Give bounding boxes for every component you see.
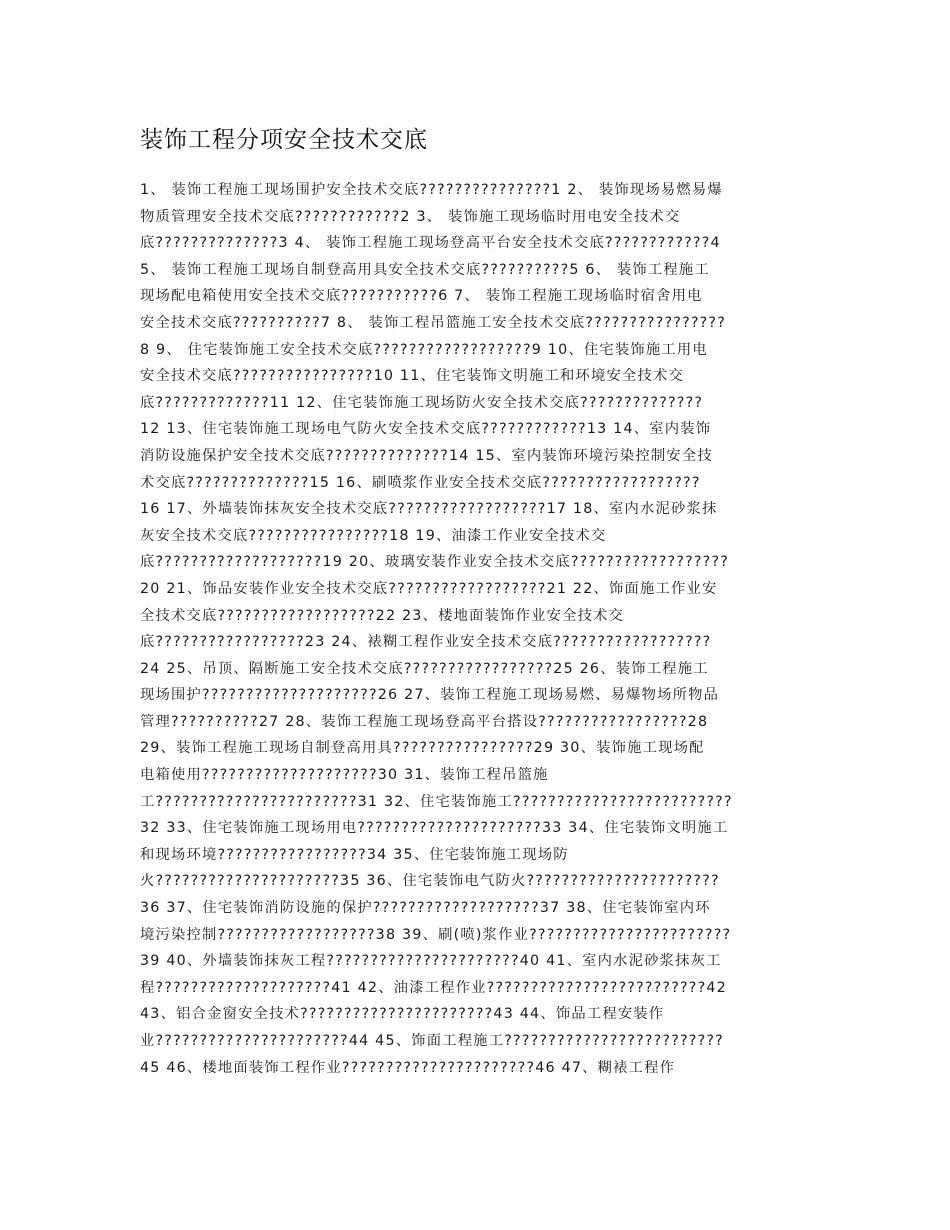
- toc-line: 29、装饰工程施工现场自制登高用具????????????????29 30、装饰施工现场配: [140, 740, 705, 757]
- toc-line: 39 40、外墙装饰抹灰工程??????????????????????40 41、室内水泥砂浆抹灰工: [140, 953, 722, 970]
- toc-line: 业??????????????????????44 45、饰面工程施工?????????????????????????: [140, 1033, 724, 1049]
- toc-line: 现场围护????????????????????26 27、装饰工程施工现场易燃、易爆物场所物品: [140, 687, 720, 704]
- toc-line: 8 9、 住宅装饰施工安全技术交底??????????????????9 10、住宅装饰施工用电: [140, 341, 708, 358]
- toc-line: 消防设施保护安全技术交底??????????????14 15、室内装饰环境污染控制安全技: [140, 447, 713, 464]
- toc-line: 灰安全技术交底????????????????18 19、油漆工作业安全技术交: [140, 527, 607, 544]
- toc-line: 境污染控制??????????????????38 39、刷(喷)浆作业???????????????????????: [140, 926, 732, 943]
- toc-line: 和现场环境?????????????????34 35、住宅装饰施工现场防: [140, 846, 569, 863]
- toc-line: 5、 装饰工程施工现场自制登高用具安全技术交底??????????5 6、 装饰工程施工: [140, 261, 710, 278]
- toc-line: 程????????????????????41 42、油漆工程作业?????????????????????????42: [140, 979, 727, 996]
- toc-line: 术交底??????????????15 16、刷喷浆作业安全技术交底??????????????????: [140, 474, 701, 491]
- toc-line: 24 25、吊顶、隔断施工安全技术交底?????????????????25 26、装饰工程施工: [140, 660, 709, 677]
- toc-line: 现场配电箱使用安全技术交底???????????6 7、 装饰工程施工现场临时宿舍用电: [140, 288, 703, 305]
- toc-line: 工???????????????????????31 32、住宅装饰施工?????????????????????????: [140, 793, 733, 810]
- toc-line: 1、 装饰工程施工现场围护安全技术交底???????????????1 2、 装饰现场易燃易爆: [140, 182, 723, 198]
- toc-line: 物质管理安全技术交底????????????2 3、 装饰施工现场临时用电安全技术交: [140, 208, 681, 225]
- toc-line: 底?????????????????23 24、裱糊工程作业安全技术交底??????????????????: [140, 634, 712, 651]
- toc-line: 底??????????????3 4、 装饰工程施工现场登高平台安全技术交底????????????4: [140, 235, 721, 252]
- toc-line: 底???????????????????19 20、玻璃安装作业安全技术交底??????????????????: [140, 554, 730, 571]
- toc-line: 12 13、住宅装饰施工现场电气防火安全技术交底????????????13 14、室内装饰: [140, 421, 712, 438]
- toc-line: 管理??????????27 28、装饰工程施工现场登高平台搭设?????????????????28: [140, 713, 709, 730]
- document-title: 装饰工程分项安全技术交底: [140, 127, 428, 153]
- toc-line: 45 46、楼地面装饰工程作业??????????????????????46 47、糊裱工程作: [140, 1059, 676, 1076]
- toc-line: 火?????????????????????35 36、住宅装饰电气防火??????????????????????: [140, 873, 720, 890]
- toc-line: 43、铝合金窗安全技术??????????????????????43 44、饰品工程安装作: [140, 1006, 665, 1023]
- toc-line: 底?????????????11 12、住宅装饰施工现场防火安全技术交底??????????????: [140, 394, 704, 411]
- table-of-contents: [140, 177, 830, 1081]
- toc-line: 16 17、外墙装饰抹灰安全技术交底??????????????????17 18、室内水泥砂浆抹: [140, 501, 718, 518]
- toc-line: 安全技术交底????????????????10 11、住宅装饰文明施工和环境安全技术交: [140, 368, 684, 385]
- toc-line: 20 21、饰品安装作业安全技术交底??????????????????21 22、饰面施工作业安: [140, 580, 718, 597]
- toc-line: 电箱使用????????????????????30 31、装饰工程吊篮施: [140, 767, 549, 784]
- toc-line: 全技术交底??????????????????22 23、楼地面装饰作业安全技术交: [140, 607, 625, 624]
- toc-line: 32 33、住宅装饰施工现场用电?????????????????????33 34、住宅装饰文明施工: [140, 820, 729, 837]
- toc-line: 安全技术交底??????????7 8、 装饰工程吊篮施工安全技术交底????????????????: [140, 314, 727, 331]
- toc-line: 36 37、住宅装饰消防设施的保护???????????????????37 38、住宅装饰室内环: [140, 900, 711, 917]
